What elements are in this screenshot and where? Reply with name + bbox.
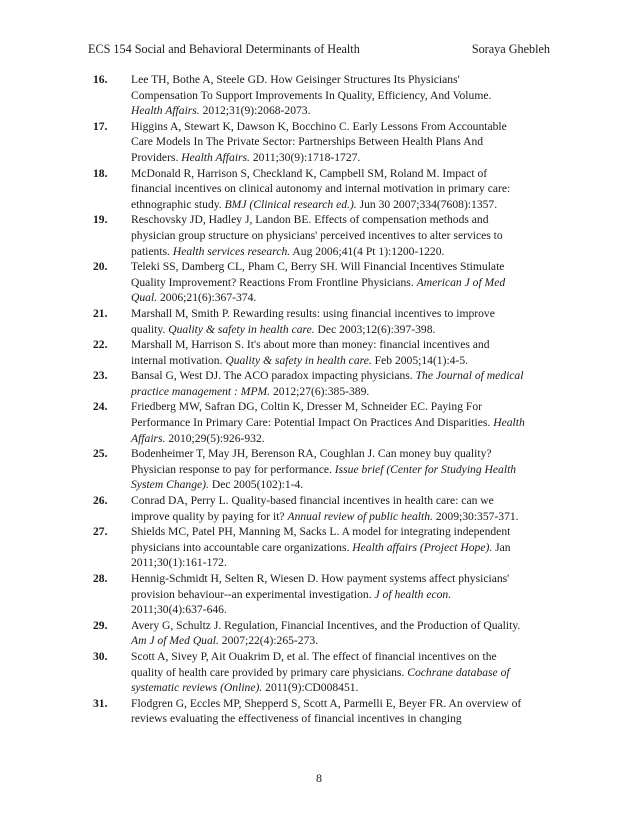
reference-citation-details: Jun 30 2007;334(7608):1357. — [356, 197, 498, 211]
reference-text — [131, 446, 525, 493]
reference-authors-title: Marshall M, Harrison S. It's about more than money: financial incentives and internal motivation. — [131, 338, 490, 367]
reference-number: 29. — [93, 618, 108, 632]
reference-number: 18. — [93, 166, 108, 180]
reference-citation-details: 2011;30(9):1718-1727. — [249, 150, 361, 164]
reference-text — [131, 72, 525, 119]
reference-text — [131, 259, 525, 306]
reference-citation-details: Jan 2011;30(1):161-172. — [131, 540, 511, 570]
reference-journal: Quality & safety in health care. — [168, 322, 315, 336]
reference-authors-title: Hennig-Schmidt H, Selten R, Wiesen D. How payment systems affect physicians' provision behaviour--an experimental investigation. — [131, 572, 510, 601]
reference-number: 30. — [93, 649, 108, 663]
reference-citation-details: 2011(9):CD008451. — [262, 681, 359, 695]
reference-item — [93, 493, 525, 524]
reference-number: 23. — [93, 369, 108, 383]
reference-authors-title: Marshall M, Smith P. Rewarding results: using financial incentives to improve quality. — [131, 306, 495, 336]
reference-authors-title: Friedberg MW, Safran DG, Coltin K, Dresser M, Schneider EC. Paying For Performance In Primary Care: Potential Impact On Practices And Disparities. — [131, 400, 494, 430]
reference-citation-details: Feb 2005;14(1):4-5. — [371, 353, 469, 367]
reference-text — [131, 212, 525, 259]
reference-text — [131, 368, 525, 399]
reference-item — [93, 72, 525, 119]
reference-item — [93, 166, 525, 213]
reference-journal: Health Affairs. — [181, 150, 250, 164]
reference-list — [93, 72, 525, 727]
reference-text — [131, 119, 525, 166]
reference-text — [131, 618, 525, 649]
reference-item — [93, 368, 525, 399]
reference-text — [131, 166, 525, 213]
reference-number: 19. — [93, 213, 108, 227]
reference-number: 24. — [93, 400, 108, 414]
reference-item — [93, 571, 525, 618]
reference-text — [131, 696, 525, 727]
reference-item — [93, 696, 525, 727]
reference-item — [93, 306, 525, 337]
reference-item — [93, 119, 525, 166]
reference-citation-details: Dec 2003;12(6):397-398. — [314, 322, 436, 336]
reference-authors-title: Shields MC, Patel PH, Manning M, Sacks L. A model for integrating independent physicians into accountable care organizations. — [131, 525, 511, 554]
reference-citation-details: 2012;27(6):385-389. — [270, 384, 370, 398]
reference-number: 26. — [93, 494, 108, 508]
reference-authors-title: Flodgren G, Eccles MP, Shepperd S, Scott A, Parmelli E, Beyer FR. An overview of reviews evaluating the effectiveness of financial incentives in changing — [131, 696, 522, 726]
reference-number: 28. — [93, 572, 108, 585]
reference-journal: Health affairs (Project Hope). — [352, 540, 493, 554]
reference-authors-title: Conrad DA, Perry L. Quality-based financial incentives in health care: can we improve quality by paying for it? — [131, 494, 494, 523]
reference-item — [93, 399, 525, 446]
reference-number: 20. — [93, 260, 108, 274]
reference-citation-details: 2012;31(9):2068-2073. — [199, 104, 311, 118]
reference-text — [131, 649, 525, 696]
reference-number: 17. — [93, 119, 108, 133]
reference-item — [93, 618, 525, 649]
reference-citation-details: 2006;21(6):367-374. — [157, 291, 257, 305]
reference-text — [131, 306, 525, 337]
reference-citation-details: 2011;30(4):637-646. — [131, 603, 227, 617]
reference-authors-title: Reschovsky JD, Hadley J, Landon BE. Effects of compensation methods and physician group structure on physicians' perceived incentives to alter services to patients. — [131, 213, 503, 258]
reference-authors-title: Lee TH, Bothe A, Steele GD. How Geisinger Structures Its Physicians' Compensation To Support Improvements In Quality, Efficiency, And Volume. — [131, 73, 492, 102]
reference-journal: Health Affairs. — [131, 104, 200, 118]
reference-number: 21. — [93, 306, 108, 320]
reference-journal: BMJ (Clinical research ed.). — [224, 197, 357, 211]
reference-text — [131, 399, 525, 446]
reference-journal: Health services research. — [172, 244, 291, 258]
reference-authors-title: Scott A, Sivey P, Ait Ouakrim D, et al. The effect of financial incentives on the quality of health care provided by primary care physicians. — [131, 649, 497, 679]
reference-authors-title: Avery G, Schultz J. Regulation, Financial Incentives, and the Production of Quality. — [131, 618, 521, 632]
reference-journal: Health Affairs. — [131, 416, 525, 445]
reference-text — [131, 571, 525, 618]
page-header — [88, 40, 550, 58]
reference-citation-details: 2009;30:357-371. — [432, 509, 519, 523]
reference-journal: Am J of Med Qual. — [131, 634, 219, 648]
header-course-title: ECS 154 Social and Behavioral Determinants of Health — [88, 42, 360, 56]
reference-item — [93, 649, 525, 696]
page-number: 8 — [316, 771, 322, 785]
reference-authors-title: Higgins A, Stewart K, Dawson K, Bocchino C. Early Lessons From Accountable Care Models In The Private Sector: Partnerships Between Health Plans And Providers. — [131, 119, 507, 164]
reference-journal: Cochrane database of systematic reviews (Online). — [131, 665, 510, 695]
reference-journal: American J of Med Qual. — [131, 275, 506, 305]
reference-journal: Quality & safety in health care. — [225, 353, 372, 367]
reference-item — [93, 259, 525, 306]
reference-text — [131, 493, 525, 524]
reference-authors-title: Teleki SS, Damberg CL, Pham C, Berry SH. Will Financial Incentives Stimulate Quality Improvement? Reactions From Frontline Physicians. — [131, 260, 505, 289]
reference-citation-details: Dec 2005(102):1-4. — [208, 478, 304, 492]
reference-number: 31. — [93, 696, 108, 710]
reference-item — [93, 212, 525, 259]
reference-number: 25. — [93, 447, 108, 461]
reference-citation-details: 2010;29(5):926-932. — [165, 431, 265, 445]
reference-journal: The Journal of medical practice management : MPM. — [131, 369, 524, 398]
reference-journal: Issue brief (Center for Studying Health System Change). — [131, 462, 517, 492]
reference-item — [93, 337, 525, 368]
reference-authors-title: Bodenheimer T, May JH, Berenson RA, Coughlan J. Can money buy quality? Physician response to pay for performance. — [131, 447, 492, 476]
reference-citation-details: 2007;22(4):265-273. — [218, 634, 319, 648]
reference-number: 27. — [93, 525, 108, 539]
header-author: Soraya Ghebleh — [471, 42, 550, 56]
reference-item — [93, 446, 525, 493]
reference-text — [131, 337, 525, 368]
reference-number: 16. — [93, 73, 108, 86]
reference-journal: J of health econ. — [374, 587, 452, 601]
reference-citation-details: Aug 2006;41(4 Pt 1):1200-1220. — [290, 244, 445, 258]
reference-authors-title: McDonald R, Harrison S, Checkland K, Campbell SM, Roland M. Impact of financial incentives on clinical autonomy and internal motivation in primary care: ethnographic study. — [131, 166, 511, 211]
reference-number: 22. — [93, 338, 108, 352]
reference-text — [131, 524, 525, 571]
reference-journal: Annual review of public health. — [287, 509, 433, 523]
reference-authors-title: Bansal G, West DJ. The ACO paradox impacting physicians. — [131, 369, 416, 383]
reference-item — [93, 524, 525, 571]
